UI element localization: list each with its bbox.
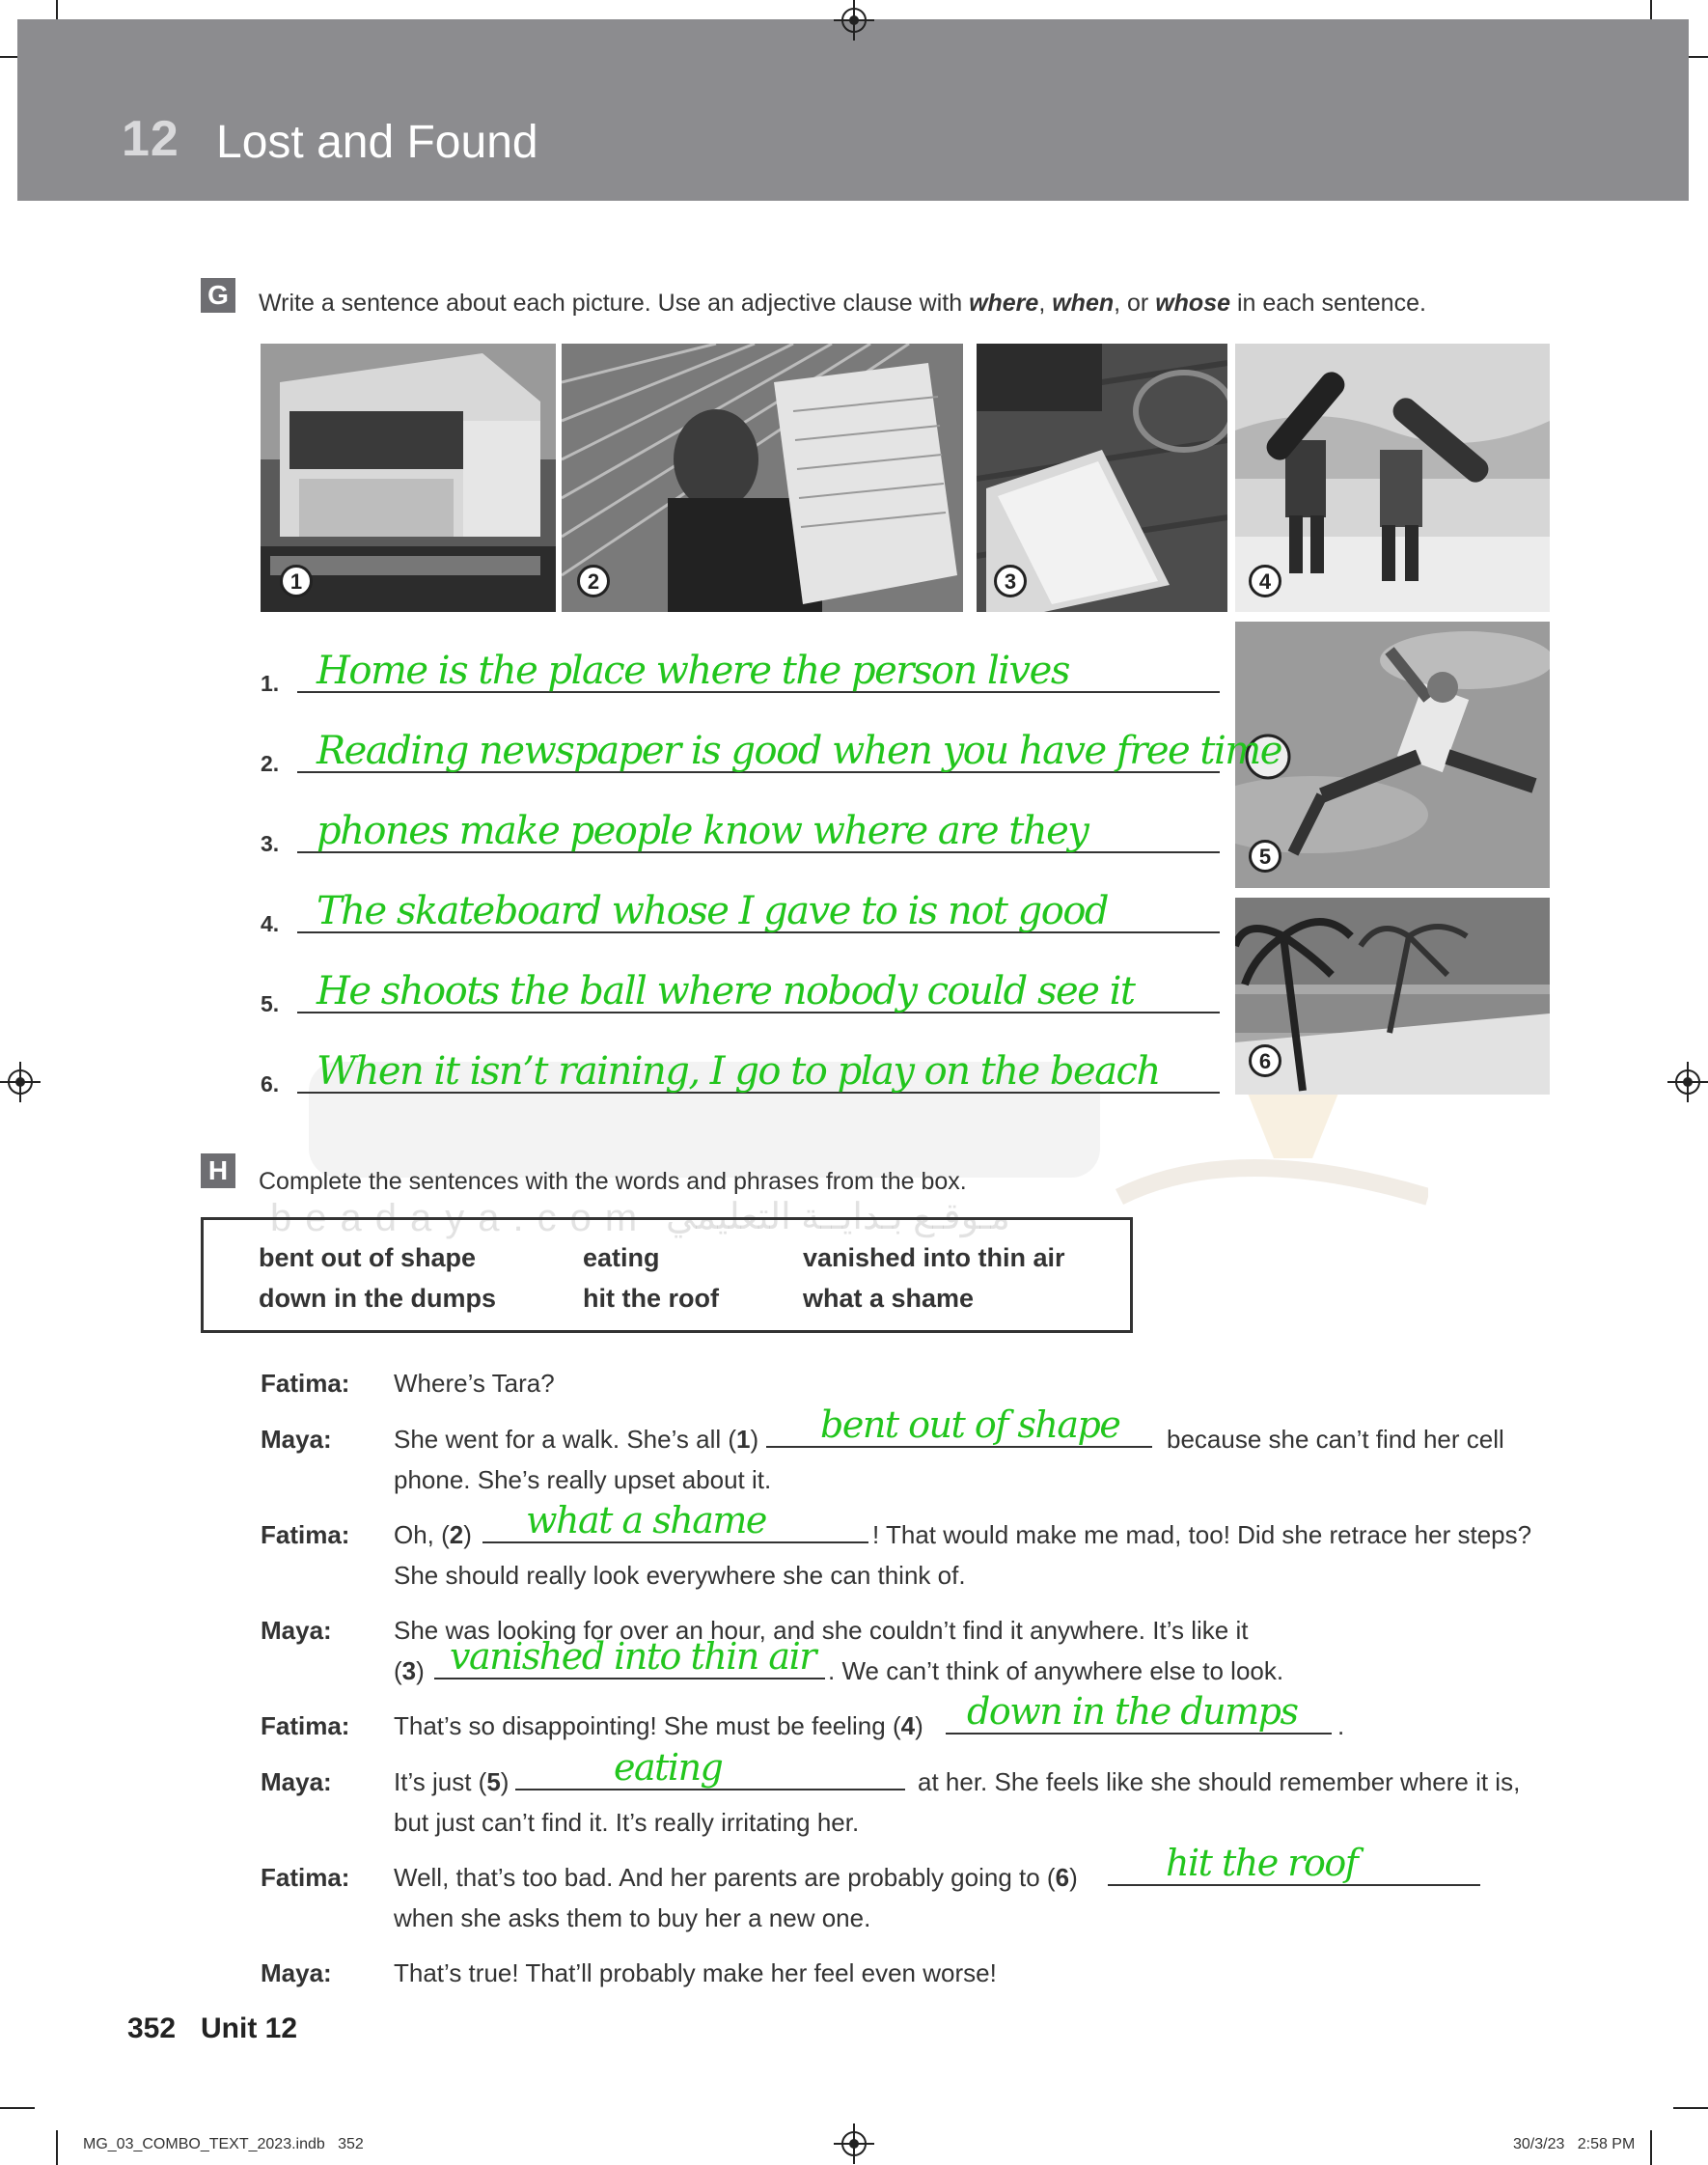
photo-soccer-player	[1235, 622, 1550, 888]
speaker-name: Maya:	[261, 1616, 332, 1645]
dialogue-fragment: That’s so disappointing! She must be feeling (	[394, 1711, 901, 1740]
blank-line	[482, 1541, 868, 1543]
answer-number: 1.	[261, 671, 280, 696]
registration-mark-icon	[1675, 1069, 1700, 1095]
photo-beach	[1235, 898, 1550, 1095]
keyword-when: when	[1052, 290, 1115, 317]
dialogue-text: ! That would make me mad, too! Did she retrace her steps?	[872, 1520, 1532, 1549]
dialogue-text	[394, 1767, 509, 1797]
dialogue-fragment: )	[750, 1425, 759, 1454]
blank-number: 3	[401, 1656, 417, 1685]
blank-number: 1	[736, 1425, 751, 1454]
keyword-where: where	[969, 290, 1039, 317]
blank-line	[434, 1678, 825, 1679]
slug-datetime: 30/3/23 2:58 PM	[1513, 2136, 1636, 2152]
dialogue-fragment: It’s just (	[394, 1767, 487, 1796]
dialogue-text: Where’s Tara?	[394, 1369, 555, 1398]
speaker-name: Fatima:	[261, 1520, 350, 1549]
dialogue-fragment: )	[915, 1711, 923, 1740]
photo-number: 4	[1249, 565, 1281, 597]
instruction-text: Write a sentence about each picture. Use an adjective clause with	[259, 290, 970, 317]
blank-answer-6[interactable]: hit the roof	[1166, 1842, 1358, 1884]
speaker-name: Maya:	[261, 1958, 332, 1987]
blank-answer-5[interactable]: eating	[614, 1746, 723, 1789]
section-badge-g: G	[201, 278, 235, 313]
crop-mark	[1650, 2130, 1652, 2165]
dialogue-fragment: Well, that’s too bad. And her parents are probably going to (	[394, 1863, 1056, 1892]
answer-5[interactable]: He shoots the ball where nobody could see it	[317, 969, 1135, 1013]
watermark-latin: beadaya.com	[270, 1197, 651, 1239]
instruction-text: in each sentence.	[1230, 290, 1426, 317]
blank-line	[515, 1789, 905, 1790]
footer-unit-label: Unit 12	[201, 2012, 298, 2044]
dialogue-fragment: )	[1069, 1863, 1078, 1892]
blank-number: 4	[900, 1711, 916, 1740]
dialogue-text: but just can’t find it. It’s really irritating her.	[394, 1808, 860, 1837]
crop-mark	[56, 2130, 58, 2165]
blank-line	[1108, 1884, 1480, 1886]
dialogue-text	[394, 1520, 472, 1550]
dialogue-text: when she asks them to buy her a new one.	[394, 1903, 871, 1932]
dialogue-fragment: Oh, (	[394, 1520, 450, 1549]
blank-answer-3[interactable]: vanished into thin air	[450, 1635, 815, 1678]
header-band	[17, 19, 1689, 201]
answer-2[interactable]: Reading newspaper is good when you have free time	[317, 729, 1281, 773]
blank-answer-1[interactable]: bent out of shape	[820, 1403, 1120, 1446]
box-word: bent out of shape	[259, 1243, 476, 1272]
dialogue-text	[394, 1656, 425, 1686]
dialogue-text: phone. She’s really upset about it.	[394, 1465, 772, 1494]
dialogue-text: because she can’t find her cell	[1167, 1425, 1504, 1454]
photo-number: 2	[577, 565, 610, 597]
dialogue-text	[394, 1425, 758, 1455]
blank-number: 5	[486, 1767, 501, 1796]
speaker-name: Maya:	[261, 1767, 332, 1796]
registration-mark-icon	[841, 2131, 867, 2156]
blank-number: 6	[1055, 1863, 1070, 1892]
photo-number: 6	[1249, 1044, 1281, 1077]
answer-number: 4.	[261, 911, 280, 936]
box-word: eating	[583, 1243, 660, 1272]
answer-4[interactable]: The skateboard whose I gave to is not good	[317, 889, 1109, 933]
answer-1[interactable]: Home is the place where the person lives	[317, 649, 1069, 693]
dialogue-fragment: )	[463, 1520, 472, 1549]
answer-number: 6.	[261, 1071, 280, 1096]
photo-number: 1	[280, 565, 313, 597]
page-title: Lost and Found	[216, 117, 538, 168]
photo-number: 3	[994, 565, 1027, 597]
answer-number: 2.	[261, 751, 280, 776]
box-word: what a shame	[803, 1284, 975, 1313]
dialogue-text: . We can’t think of anywhere else to look.	[828, 1656, 1284, 1685]
dialogue-text: That’s true! That’ll probably make her feel even worse!	[394, 1958, 997, 1987]
slug-filename: MG_03_COMBO_TEXT_2023.indb 352	[83, 2136, 364, 2152]
blank-line	[946, 1733, 1332, 1735]
crop-mark	[0, 2107, 35, 2109]
page-number: 352	[127, 2012, 177, 2044]
blank-answer-4[interactable]: down in the dumps	[967, 1690, 1298, 1733]
section-h-instruction: Complete the sentences with the words and phrases from the box.	[259, 1168, 967, 1195]
word-box	[201, 1217, 1133, 1333]
crop-mark	[1673, 2107, 1708, 2109]
photo-number: 5	[1249, 840, 1281, 873]
blank-line	[766, 1446, 1152, 1448]
answer-number: 5.	[261, 991, 280, 1016]
dialogue-fragment: (	[394, 1656, 402, 1685]
dialogue-fragment: )	[500, 1767, 510, 1796]
speaker-name: Fatima:	[261, 1711, 350, 1740]
unit-number: 12	[122, 111, 179, 167]
section-g-instruction	[259, 290, 1426, 318]
dialogue-fragment: She went for a walk. She’s all (	[394, 1425, 737, 1454]
dialogue-text: .	[1337, 1711, 1345, 1740]
speaker-name: Fatima:	[261, 1863, 350, 1892]
blank-number: 2	[449, 1520, 464, 1549]
photo-hammock	[562, 344, 963, 612]
watermark-arabic: مـوقـع بـدايــة التعليمي	[666, 1197, 1010, 1237]
instruction-sep: ,	[1038, 290, 1053, 317]
dialogue-text: at her. She feels like she should remember where it is,	[918, 1767, 1521, 1796]
speaker-name: Maya:	[261, 1425, 332, 1454]
blank-answer-2[interactable]: what a shame	[526, 1499, 766, 1541]
answer-3[interactable]: phones make people know where are they	[317, 809, 1088, 853]
dialogue-text: She was looking for over an hour, and she couldn’t find it anywhere. It’s like it	[394, 1616, 1249, 1645]
registration-mark-icon	[8, 1069, 33, 1095]
instruction-sep: , or	[1114, 290, 1156, 317]
photo-snowboarders	[1235, 344, 1550, 612]
section-badge-h: H	[201, 1153, 235, 1188]
dialogue-text	[394, 1711, 923, 1741]
dialogue-text	[394, 1863, 1078, 1893]
dialogue-fragment: )	[416, 1656, 425, 1685]
answer-number: 3.	[261, 831, 280, 856]
box-word: down in the dumps	[259, 1284, 496, 1313]
keyword-whose: whose	[1155, 290, 1231, 317]
answer-6[interactable]: When it isn’t raining, I go to play on the beach	[317, 1049, 1160, 1094]
speaker-name: Fatima:	[261, 1369, 350, 1398]
dialogue-text: She should really look everywhere she can think of.	[394, 1561, 966, 1590]
registration-mark-icon	[841, 8, 867, 33]
box-word: hit the roof	[583, 1284, 719, 1313]
box-word: vanished into thin air	[803, 1243, 1065, 1272]
